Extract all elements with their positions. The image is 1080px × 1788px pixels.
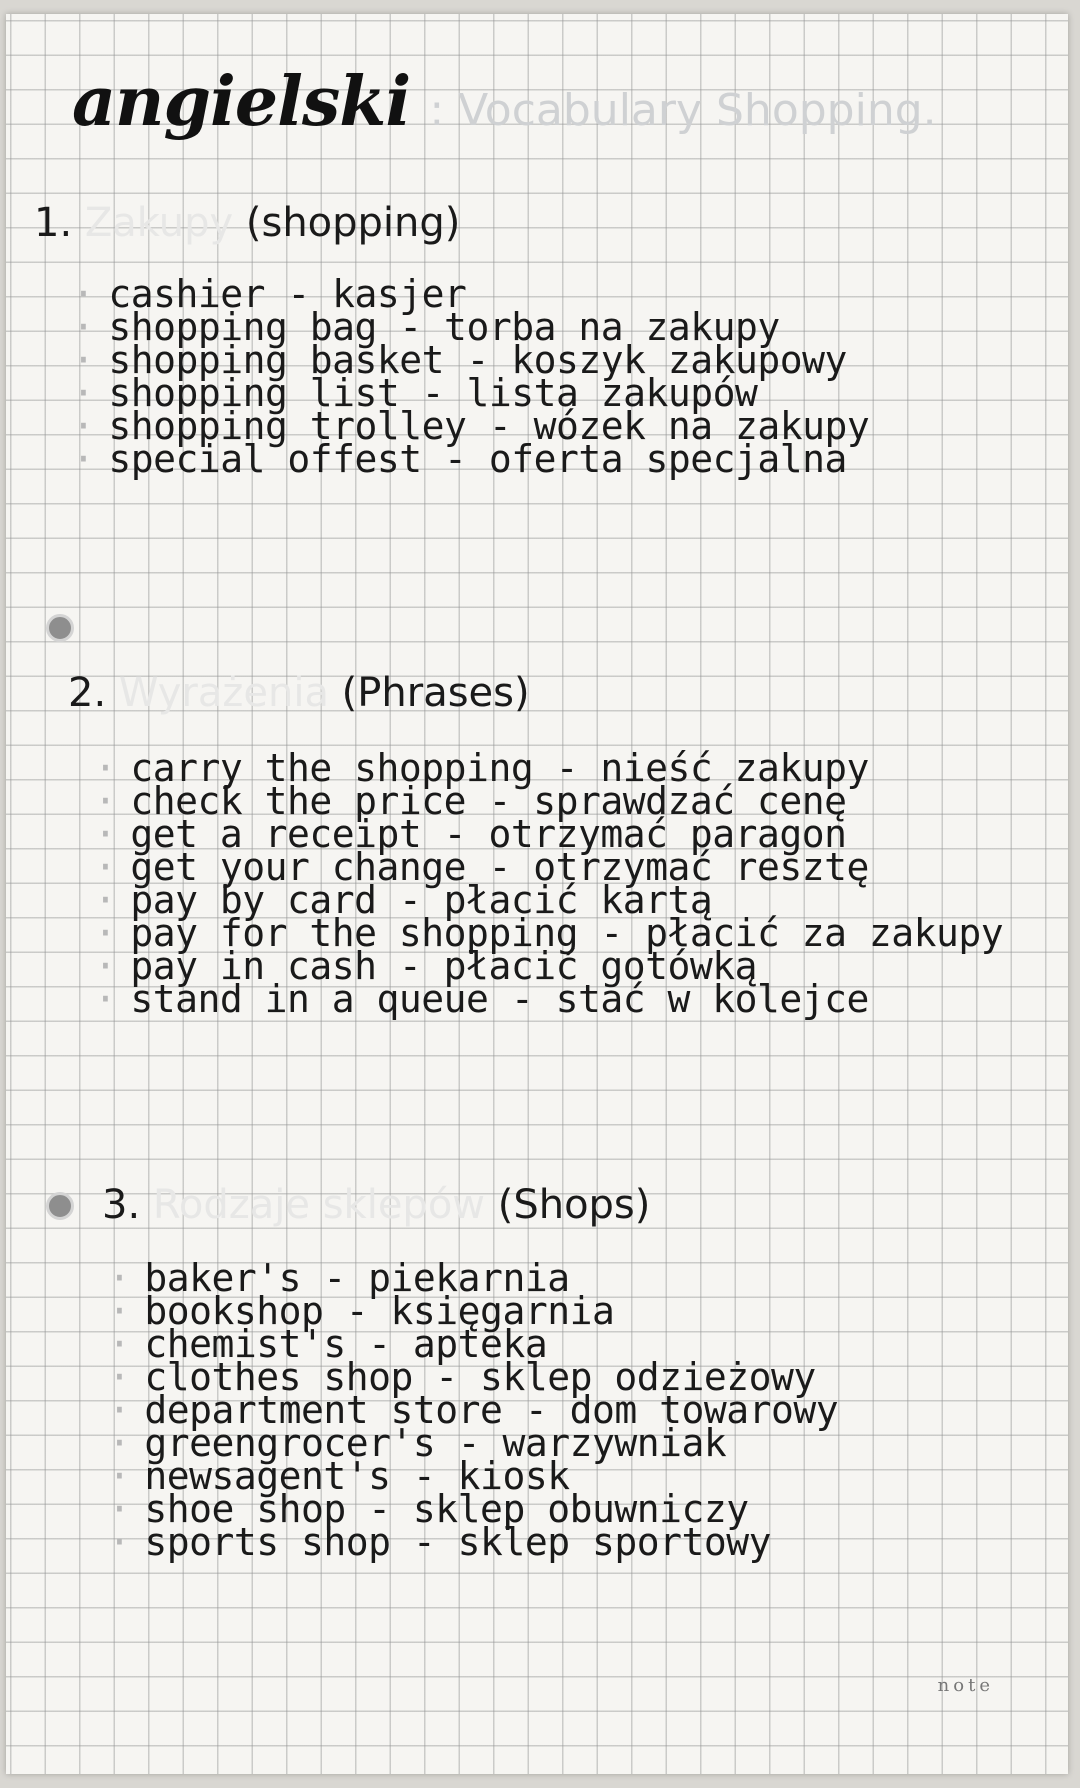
list-item: · pay by card - płacić kartą	[120, 884, 1003, 917]
list-item: · stand in a queue - stać w kolejce	[120, 983, 1003, 1016]
binder-hole	[46, 614, 74, 642]
section-number: 3.	[102, 1182, 141, 1228]
list-item: · shoe shop - sklep obuwniczy	[134, 1493, 838, 1526]
list-item: · carry the shopping - nieść zakupy	[120, 752, 1003, 785]
vocab-list-shops	[134, 1256, 839, 1564]
list-item: · shopping trolley - wózek na zakupy	[98, 410, 869, 443]
notebook-page	[6, 14, 1068, 1774]
list-item: · shopping basket - koszyk zakupowy	[98, 344, 869, 377]
list-item: · newsagent's - kiosk	[134, 1460, 838, 1493]
list-item: · baker's - piekarnia	[134, 1262, 838, 1295]
title-main: angielski	[72, 62, 411, 142]
section-heading-label: (shopping)	[245, 200, 461, 246]
section-number: 1.	[34, 200, 73, 246]
section-heading-shops	[102, 1182, 650, 1228]
vocab-list-phrases	[120, 746, 1004, 1021]
list-item: · clothes shop - sklep odzieżowy	[134, 1361, 838, 1394]
list-item: · pay for the shopping - płacić za zakupy	[120, 917, 1003, 950]
list-item: · check the price - sprawdzać cenę	[120, 785, 1003, 818]
list-item: · department store - dom towarowy	[134, 1394, 838, 1427]
section-heading-label: (Phrases)	[341, 670, 530, 716]
list-item: · sports shop - sklep sportowy	[134, 1526, 838, 1559]
list-item: · get a receipt - otrzymać paragon	[120, 818, 1003, 851]
page-title	[72, 62, 937, 142]
title-subtitle: : Vocabulary Shopping.	[429, 85, 937, 136]
list-item: · pay in cash - płacić gotówką	[120, 950, 1003, 983]
section-heading-label: (Shops)	[497, 1182, 651, 1228]
binder-hole	[46, 1192, 74, 1220]
list-item: · greengrocer's - warzywniak	[134, 1427, 838, 1460]
list-item: · special offest - oferta specjalna	[98, 443, 869, 476]
vocab-list-shopping	[98, 272, 870, 481]
list-item: · shopping list - lista zakupów	[98, 377, 869, 410]
note-label: note	[937, 1675, 994, 1696]
section-heading-faded: Rodzaje sklepów	[152, 1182, 485, 1228]
list-item: · bookshop - księgarnia	[134, 1295, 838, 1328]
list-item: · chemist's - apteka	[134, 1328, 838, 1361]
list-item: · get your change - otrzymać resztę	[120, 851, 1003, 884]
list-item: · shopping bag - torba na zakupy	[98, 311, 869, 344]
list-item: · cashier - kasjer	[98, 278, 869, 311]
section-number: 2.	[68, 670, 107, 716]
section-heading-shopping	[34, 200, 460, 246]
section-heading-faded: Zakupy	[84, 200, 234, 246]
section-heading-phrases	[68, 670, 530, 716]
section-heading-faded: Wyrażenia	[118, 670, 329, 716]
